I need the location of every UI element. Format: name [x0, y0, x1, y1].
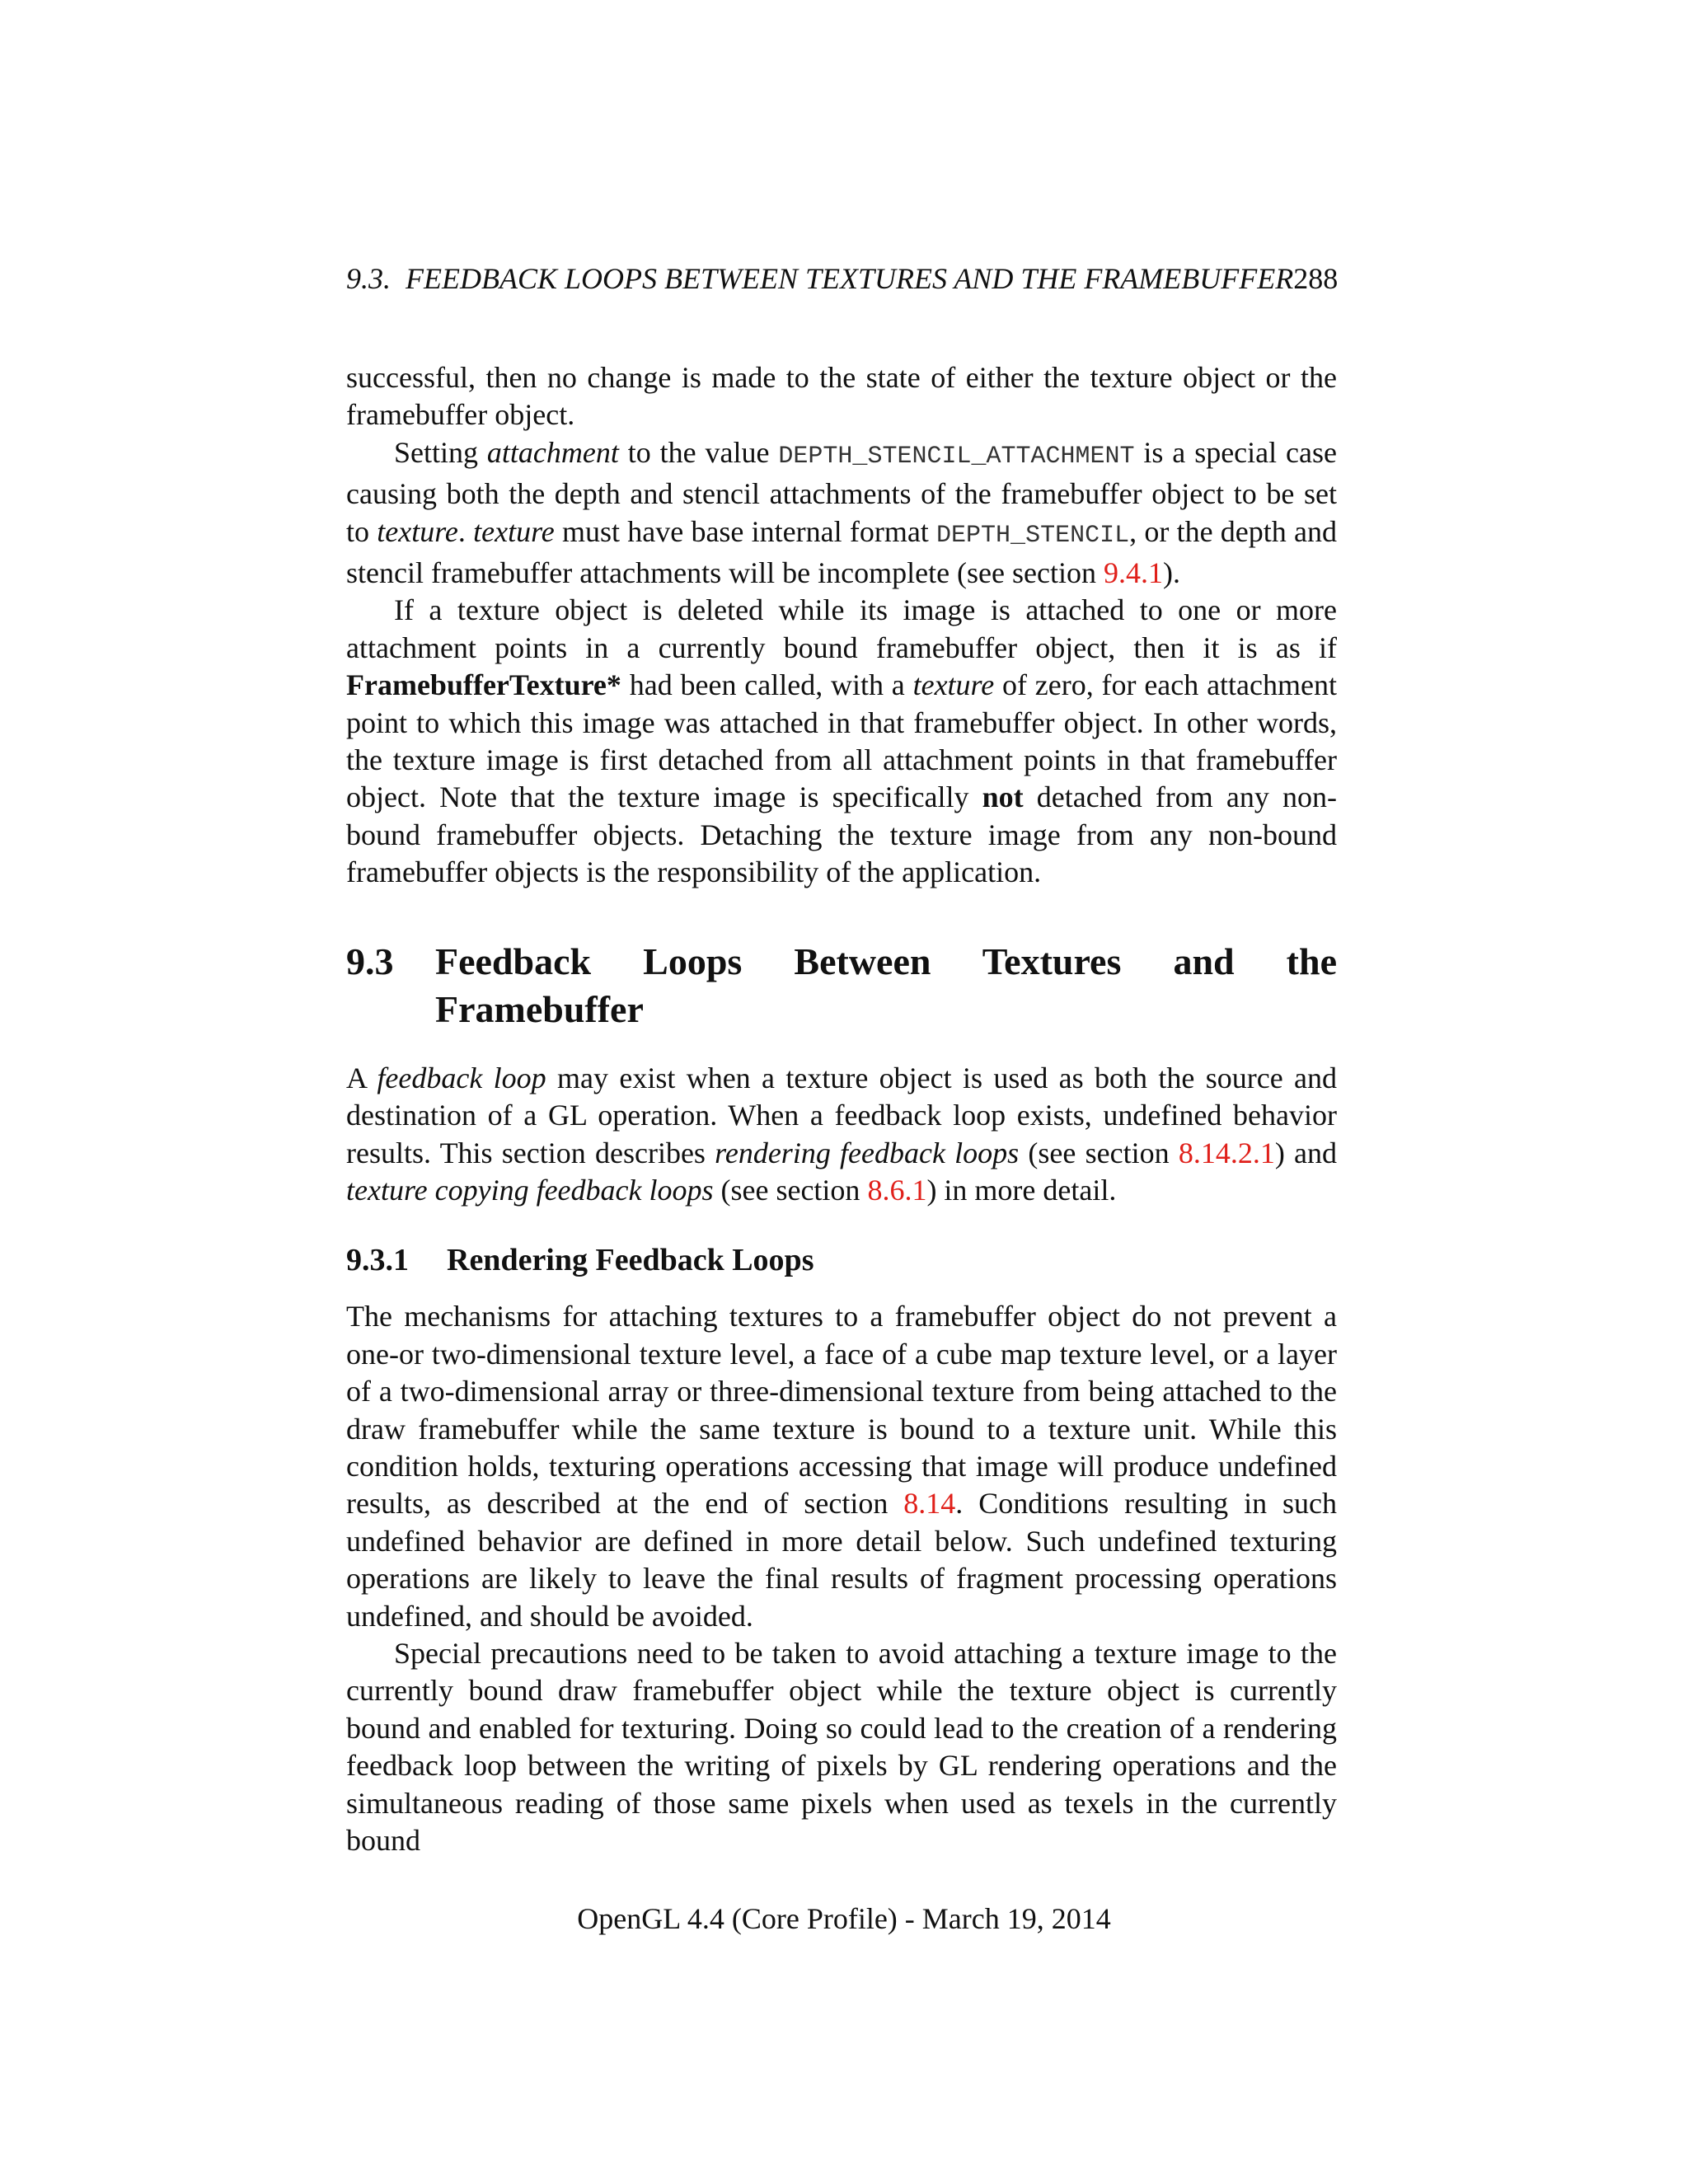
text-run: . [457, 514, 474, 548]
code-token: DEPTH_STENCIL [936, 521, 1130, 550]
text-run: A [346, 1061, 377, 1094]
bold-command: FramebufferTexture* [346, 668, 621, 702]
section-link[interactable]: 8.14.2.1 [1178, 1136, 1275, 1169]
text-run: , or the depth and stencil framebuffer attachments will be incomplete (see section [346, 514, 1337, 590]
paragraph-mechanisms [346, 1298, 1337, 1635]
subsection-number: 9.3.1 [346, 1243, 409, 1278]
text-run: had been called, with a [621, 668, 913, 702]
section-link[interactable]: 8.14 [903, 1487, 956, 1521]
text-run: ) in more detail. [926, 1173, 1117, 1207]
text-run: The mechanisms for attaching textures to a framebuffer object do not prevent a one-or two-dimensional texture level, a face of a cube map texture level, or a layer of a two-dimensional array or three-dimensional texture from being attached to the draw framebuffer while the same texture is bound to a texture unit. While this condition holds, texturing operations accessing that image will produce undefined results, as described at the end of section [346, 1300, 1337, 1521]
text-run: is a special case causing both the depth and stencil attachments of the framebuffer object to be set to [346, 435, 1337, 548]
header-page-number: 288 [1293, 262, 1339, 295]
running-header [346, 260, 1376, 297]
header-section-number: 9.3. [346, 262, 391, 295]
paragraph-continuation: successful, then no change is made to the state of either the texture object or the framebuffer object. [346, 361, 1337, 432]
subsection-heading [346, 1240, 1337, 1280]
text-run: If a texture object is deleted while its image is attached to one or more attachment points in a currently bound framebuffer object, then it is as if [346, 593, 1337, 664]
text-run: ). [1162, 556, 1180, 590]
code-token: DEPTH_STENCIL_ATTACHMENT [778, 442, 1135, 471]
italic-term: rendering feedback loops [715, 1136, 1020, 1169]
section-number: 9.3 [346, 940, 394, 982]
subsection-title: Rendering Feedback Loops [447, 1243, 814, 1278]
section-link[interactable]: 8.6.1 [867, 1173, 927, 1207]
paragraph-precautions: Special precautions need to be taken to avoid attaching a texture image to the currently bound draw framebuffer object while the texture object is currently bound and enabled for texturing. Doing so could lead to the creation of a rendering feedback loop between the writing of pixels by GL rendering operations and the simultaneous reading of those same pixels when used as texels in the currently bound [346, 1636, 1337, 1857]
text-run: Setting [394, 435, 487, 469]
paragraph-texture-deletion [346, 592, 1337, 891]
italic-term: texture [377, 514, 458, 548]
page-footer: OpenGL 4.4 (Core Profile) - March 19, 2014 [577, 1902, 1111, 1935]
header-title: FEEDBACK LOOPS BETWEEN TEXTURES AND THE FRAMEBUFFER [406, 262, 1294, 295]
italic-term: feedback loop [377, 1061, 546, 1094]
section-title: Feedback Loops Between Textures and the Framebuffer [435, 940, 1337, 1030]
italic-term: texture copying feedback loops [346, 1173, 714, 1207]
header-spacer [391, 262, 406, 295]
page-body [346, 359, 1337, 1859]
italic-term: texture [912, 668, 995, 702]
text-run: ) and [1274, 1136, 1338, 1169]
paragraph-depth-stencil [346, 434, 1337, 593]
text-run: (see section [1019, 1136, 1179, 1169]
bold-emphasis: not [982, 780, 1024, 814]
section-heading [346, 938, 1337, 1033]
text-run: of zero, for each attachment point to which this image was attached in that framebuffer object. In other words, the texture image is first detached from all attachment points in that framebuffer object. Note that the texture image is specifically [346, 668, 1337, 814]
text-run: . Conditions resulting in such undefined behavior are defined in more detail below. Such undefined texturing operations are likely to leave the final results of fragment processing operations undefined, and should be avoided. [346, 1487, 1338, 1633]
text-run: must have base internal format [554, 514, 937, 548]
text-run: may exist when a texture object is used as both the source and destination of a GL operation. When a feedback loop exists, undefined behavior results. This section describes [346, 1061, 1338, 1169]
text-run: (see section [713, 1173, 868, 1207]
italic-term: attachment [486, 435, 619, 469]
text-run: to the value [618, 435, 779, 469]
section-link[interactable]: 9.4.1 [1103, 556, 1163, 590]
italic-term: texture [473, 514, 555, 548]
text-run: detached from any non-bound framebuffer objects. Detaching the texture image from any non-bound framebuffer objects is the responsibility of the application. [346, 780, 1337, 889]
section-intro [346, 1060, 1337, 1210]
